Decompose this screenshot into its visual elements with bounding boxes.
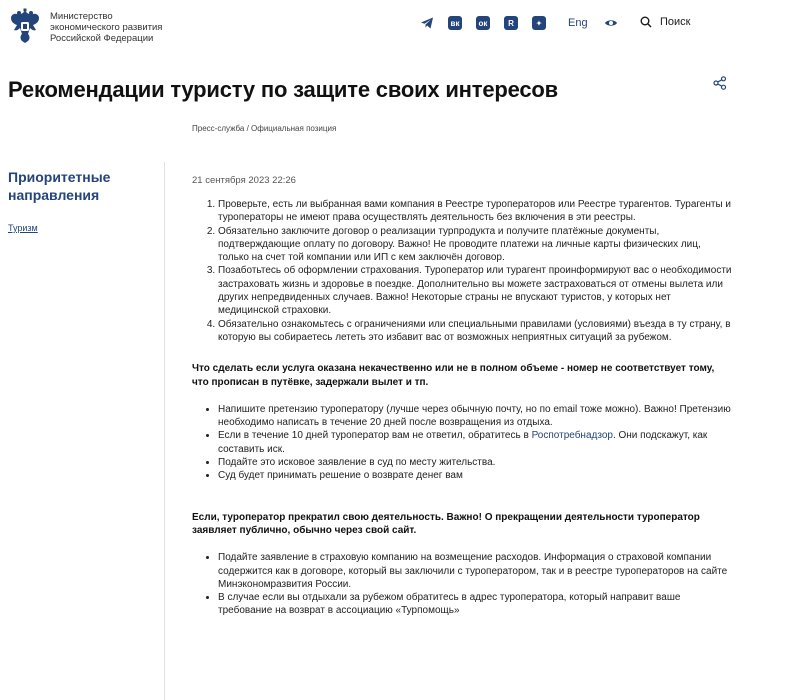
bankruptcy-actions-list [192, 551, 732, 617]
article-body [192, 198, 732, 618]
list-item: • Напишите претензию туроператору (лучше через обычную почту, но по email тоже можно). Важно! Претензию необходимо написать в течение 20 дней после возвращения из отдыха. [218, 403, 732, 430]
sidebar-link-tourism[interactable]: Туризм [8, 223, 38, 233]
ministry-name[interactable] [50, 11, 180, 44]
ok-icon[interactable]: ок [476, 16, 490, 30]
list-item: 2. Обязательно заключите договор о реализации турпродукта и получите платёжные документы, подтверждающие оплату по договору. Важно! Не проводите платежи на личные карты физических лиц, только на счет той компании или ИП с кем заключён договор. [218, 225, 732, 265]
breadcrumb-link[interactable]: Пресс-служба [192, 124, 245, 133]
section-question: Если, туроператор прекратил свою деятельность. Важно! О прекращении деятельности туроператор заявляет публично, обычно через свой сайт. [192, 511, 700, 536]
search-label: Поиск [660, 16, 691, 28]
list-item-text: . Они подскажут, как составить иск. [218, 430, 708, 455]
ministry-name-line: Министерство [50, 11, 113, 22]
publish-date: 21 сентября 2023 22:26 [192, 175, 296, 186]
ministry-name-line: Российской Федерации [50, 33, 154, 44]
telegram-icon[interactable] [420, 16, 434, 30]
list-item: • Подайте это исковое заявление в суд по месту жительства. [218, 456, 732, 469]
sidebar-title [8, 168, 110, 204]
eye-icon[interactable] [604, 18, 618, 28]
recommendations-list [192, 198, 732, 344]
sidebar-title-line: Приоритетные [8, 169, 111, 185]
list-item: • В случае если вы отдыхали за рубежом обратитесь в адрес туроператора, который направит ваше требование на возврат в ассоциацию «Турпомощь» [218, 591, 732, 618]
breadcrumb-separator: / [244, 124, 252, 133]
list-item-text: Если в течение 10 дней туроператор вам не ответил, обратитесь в [218, 430, 532, 442]
search-button[interactable] [640, 16, 690, 28]
actions-list [192, 403, 732, 483]
share-icon[interactable] [713, 76, 727, 90]
page-title: Рекомендации туристу по защите своих интересов [8, 77, 558, 102]
ministry-name-line: экономического развития [50, 22, 163, 33]
list-item: 3. Позаботьтесь об оформлении страхования. Туроператор или турагент проинформируют вас о необходимости застраховать жизнь и здоровье в поездке. Дополнительно вы можете застраховаться от отмены вылета или других непредвиденных случаев. Важно! Некоторые страны не впускают туристов, у которых нет медицинской страховки. [218, 264, 732, 317]
divider [164, 162, 165, 700]
search-icon [640, 16, 652, 28]
breadcrumb [192, 124, 336, 133]
sidebar-title-line: направления [8, 187, 100, 203]
rutube-icon[interactable]: R [504, 16, 518, 30]
social-links [420, 16, 546, 30]
list-item: 4. Обязательно ознакомьтесь с ограничениями или специальными правилами (условиями) въезда в ту страну, в которую вы собираетесь лететь это избавит вас от возможных неприятных ситуаций за рубежом. [218, 318, 732, 345]
vk-icon[interactable]: вк [448, 16, 462, 30]
list-item: • Подайте заявление в страховую компанию на возмещение расходов. Информация о страховой компании содержится как в договоре, который вы заключили с туроператором, так и в реестре туроператоров на сайте Минэкономразвития России. [218, 551, 732, 591]
list-item: 1. Проверьте, есть ли выбранная вами компания в Реестре туроператоров или Реестре турагентов. Турагенты и туроператоры не имеют права осуществлять деятельность без включения в эти реестры. [218, 198, 732, 225]
list-item [218, 429, 732, 456]
section-question: Что сделать если услуга оказана некачественно или не в полном объеме - номер не соответствует тому, что прописан в путёвке, задержали вылет и тп. [192, 363, 715, 388]
rospotrebnadzor-link[interactable]: Роспотребнадзор [531, 430, 613, 442]
list-item: • Суд будет принимать решение о возврате денег вам [218, 469, 732, 482]
breadcrumb-link[interactable]: Официальная позиция [251, 124, 337, 133]
dzen-icon[interactable]: ✦ [532, 16, 546, 30]
language-switch[interactable]: Eng [568, 17, 588, 29]
coat-of-arms-icon[interactable] [8, 8, 42, 44]
site-header [0, 0, 800, 52]
